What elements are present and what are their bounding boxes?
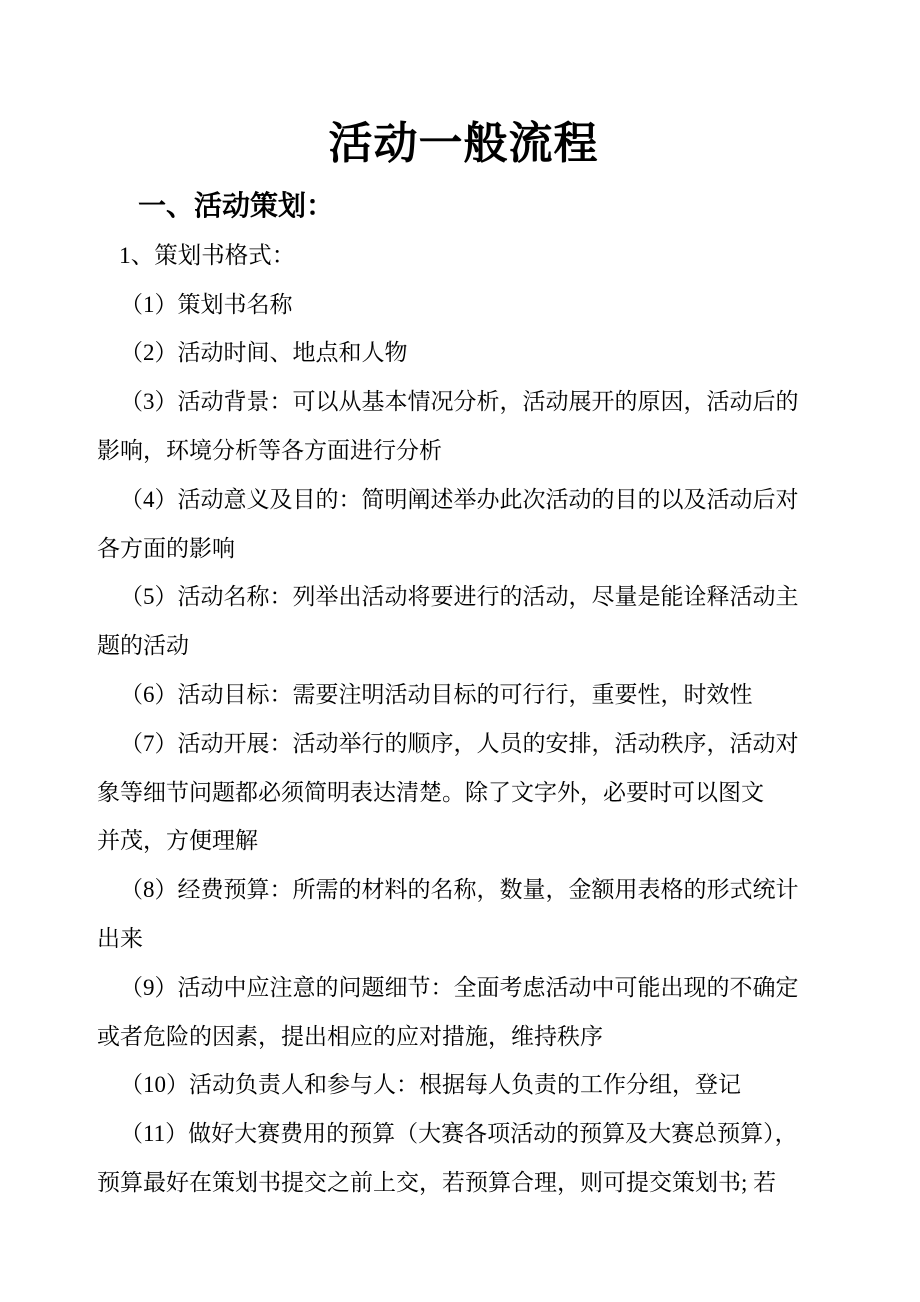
section-heading: 一、活动策划：: [138, 191, 335, 222]
item-11-line-2: 预算最好在策划书提交之前上交，若预算合理，则可提交策划书; 若: [97, 1169, 777, 1195]
item-9-line-2: 或者危险的因素，提出相应的应对措施，维持秩序: [97, 1023, 603, 1049]
item-4-line-1: （4）活动意义及目的：简明阐述举办此次活动的目的以及活动后对: [120, 486, 799, 512]
subsection-heading: 1、策划书格式：: [119, 242, 296, 269]
item-10-line-1: （10）活动负责人和参与人：根据每人负责的工作分组，登记: [120, 1072, 741, 1098]
document-title: 活动一般流程: [328, 119, 599, 168]
item-2-line-1: （2）活动时间、地点和人物: [120, 340, 408, 366]
item-5-line-2: 题的活动: [97, 633, 189, 659]
item-6-line-1: （6）活动目标：需要注明活动目标的可行行，重要性，时效性: [120, 681, 753, 707]
item-7-line-3: 并茂，方便理解: [97, 828, 258, 854]
item-7-line-2: 象等细节问题都必须简明表达清楚。除了文字外，必要时可以图文: [97, 779, 764, 805]
item-8-line-1: （8）经费预算：所需的材料的名称，数量，金额用表格的形式统计: [120, 877, 799, 903]
item-1-line-1: （1）策划书名称: [120, 291, 293, 317]
item-3-line-1: （3）活动背景：可以从基本情况分析，活动展开的原因，活动后的: [120, 389, 799, 415]
item-9-line-1: （9）活动中应注意的问题细节：全面考虑活动中可能出现的不确定: [120, 974, 799, 1000]
item-11-line-1: （11）做好大赛费用的预算（大赛各项活动的预算及大赛总预算），: [120, 1121, 798, 1147]
item-7-line-1: （7）活动开展：活动举行的顺序，人员的安排，活动秩序，活动对: [120, 730, 799, 756]
item-4-line-2: 各方面的影响: [97, 535, 235, 561]
item-3-line-2: 影响，环境分析等各方面进行分析: [97, 437, 442, 463]
item-8-line-2: 出来: [97, 925, 143, 951]
item-5-line-1: （5）活动名称：列举出活动将要进行的活动，尽量是能诠释活动主: [120, 584, 799, 610]
